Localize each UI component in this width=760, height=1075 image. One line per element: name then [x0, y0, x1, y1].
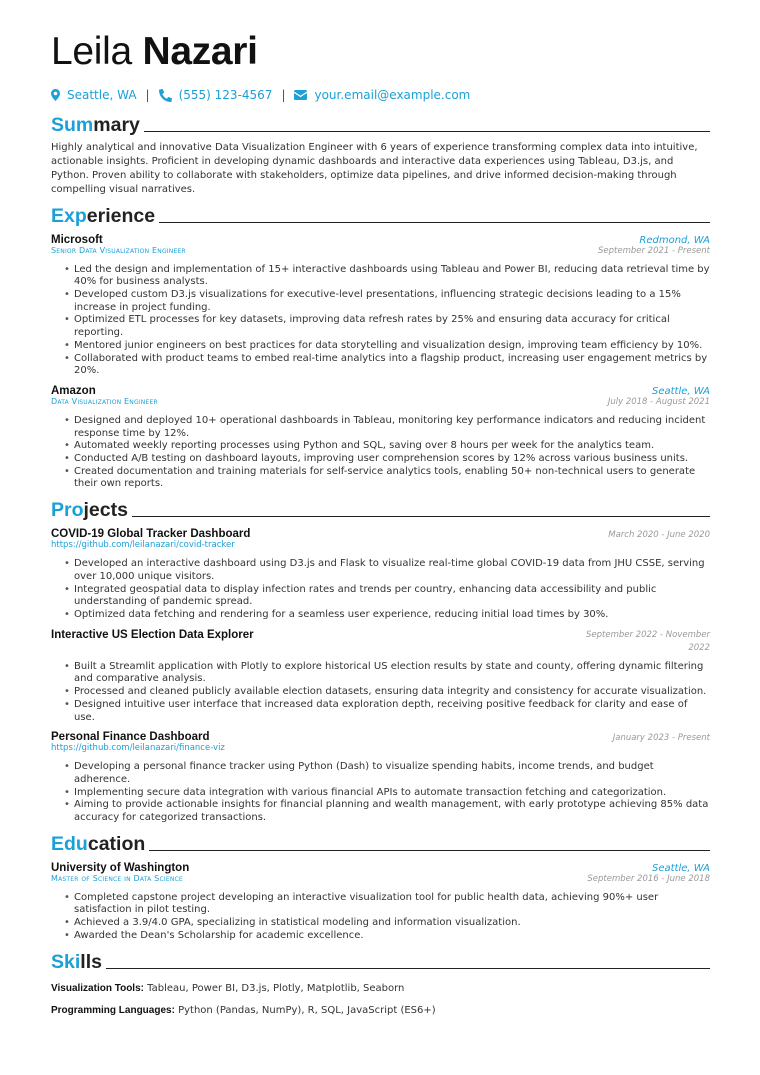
bullet-item: • Awarded the Dean's Scholarship for academic excellence.	[64, 930, 710, 943]
bullet-item: • Completed capstone project developing an interactive visualization tool for public health data, achieving 90%+ user satisfaction in pilot testing.	[64, 892, 710, 917]
email-item[interactable]	[294, 88, 470, 102]
bullet-item: • Developed custom D3.js visualizations for executive-level presentations, influencing strategic decisions leading to a 15% increase in project funding.	[64, 289, 710, 314]
project-name: Personal Finance Dashboard	[51, 731, 210, 744]
phone-text: (555) 123-4567	[178, 88, 273, 102]
skills-heading	[51, 949, 710, 973]
job-bullets	[51, 415, 710, 491]
bullet-item: • Designed and deployed 10+ operational dashboards in Tableau, monitoring key performance indicators and reducing incident response time by 12%.	[64, 415, 710, 440]
candidate-name	[51, 30, 710, 74]
education-heading	[51, 831, 710, 855]
resume-page	[51, 30, 710, 1017]
company-name: Microsoft	[51, 233, 103, 246]
skill-label: Programming Languages:	[51, 1004, 175, 1016]
project-bullets	[51, 661, 710, 725]
bullet-item: • Conducted A/B testing on dashboard layouts, improving user comprehension scores by 12% across various business units.	[64, 453, 710, 466]
map-pin-icon	[51, 89, 60, 101]
project-bullets	[51, 761, 710, 825]
skill-line	[51, 982, 710, 995]
bullet-item: • Created documentation and training materials for self-service analytics tools, enabling 50+ non-technical users to generate their own reports.	[64, 466, 710, 491]
location-text: Seattle, WA	[67, 88, 137, 102]
skill-value: Tableau, Power BI, D3.js, Plotly, Matplotlib, Seaborn	[143, 982, 405, 994]
section-rule	[144, 131, 710, 132]
section-title: Skills	[51, 950, 102, 973]
phone-item[interactable]	[159, 88, 273, 102]
location-item	[51, 88, 137, 102]
job-location: Redmond, WA	[639, 234, 710, 246]
project-entry	[51, 629, 710, 725]
job-dates: July 2018 - August 2021	[607, 396, 710, 407]
job-title: Senior Data Visualization Engineer	[51, 245, 186, 255]
project-dates: September 2022 - November 2022	[585, 629, 710, 653]
job-entry	[51, 234, 710, 378]
section-title: Education	[51, 832, 146, 855]
envelope-icon	[294, 90, 307, 100]
job-bullets	[51, 264, 710, 378]
section-rule	[132, 516, 710, 517]
bullet-item: • Automated weekly reporting processes using Python and SQL, saving over 8 hours per week for the analytics team.	[64, 440, 710, 453]
skill-value: Python (Pandas, NumPy), R, SQL, JavaScript (ES6+)	[174, 1004, 436, 1016]
education-dates: September 2016 - June 2018	[587, 873, 710, 884]
bullet-item: • Mentored junior engineers on best practices for data storytelling and visualization design, improving team efficiency by 10%.	[64, 340, 710, 353]
bullet-item: • Integrated geospatial data to display infection rates and trends per country, enhancing data accessibility and public understanding of pandemic spread.	[64, 584, 710, 609]
bullet-item: • Led the design and implementation of 15+ interactive dashboards using Tableau and Power BI, reducing data retrieval time by 40% for business analysts.	[64, 264, 710, 289]
phone-icon	[159, 89, 172, 102]
job-entry	[51, 385, 710, 491]
project-link[interactable]: https://github.com/leilanazari/finance-viz	[51, 743, 225, 754]
project-name: COVID-19 Global Tracker Dashboard	[51, 528, 251, 541]
bullet-item: • Implementing secure data integration with various financial APIs to automate transaction fetching and categorization.	[64, 787, 710, 800]
skill-line	[51, 1004, 710, 1017]
company-name: Amazon	[51, 384, 96, 397]
project-dates: March 2020 - June 2020	[608, 530, 710, 541]
project-name: Interactive US Election Data Explorer	[51, 628, 254, 641]
bullet-item: • Optimized data fetching and rendering for a seamless user experience, reducing initial load times by 30%.	[64, 609, 710, 622]
section-title: Projects	[51, 499, 128, 522]
email-link: your.email@example.com	[314, 88, 471, 102]
section-rule	[149, 850, 710, 851]
project-dates: January 2023 - Present	[612, 733, 710, 744]
bullet-item: • Developed an interactive dashboard using D3.js and Flask to visualize real-time global COVID-19 data from JHU CSSE, serving over 10,000 unique visitors.	[64, 558, 710, 583]
contact-separator: |	[145, 88, 150, 102]
bullet-item: • Designed intuitive user interface that increased data exploration depth, receiving positive feedback for clarity and ease of use.	[64, 699, 710, 724]
degree-name: Master of Science in Data Science	[51, 873, 183, 883]
job-location: Seattle, WA	[652, 385, 710, 397]
contact-separator: |	[281, 88, 286, 102]
summary-heading	[51, 112, 710, 136]
project-entry	[51, 528, 710, 622]
summary-text: Highly analytical and innovative Data Visualization Engineer with 6 years of experience transforming complex data into intuitive, actionable insights. Proficient in developing dynamic dashboards and interactive data experiences using Tableau, D3.js, and Python. Proven ability to collaborate with stakeholders, optimize data pipelines, and drive informed decision-making through compelling visual narratives.	[51, 142, 698, 195]
education-bullets	[51, 892, 710, 943]
school-name: University of Washington	[51, 861, 190, 874]
school-location: Seattle, WA	[652, 862, 710, 874]
first-name: Leila	[51, 30, 132, 73]
bullet-item: • Built a Streamlit application with Plotly to explore historical US election results by state and county, offering dynamic filtering and comparative analysis.	[64, 661, 710, 686]
job-title: Data Visualization Engineer	[51, 396, 158, 406]
section-rule	[159, 222, 710, 223]
bullet-item: • Processed and cleaned publicly available election datasets, ensuring data integrity and consistency for accurate visualization.	[64, 686, 710, 699]
section-rule	[106, 968, 710, 969]
section-title: Experience	[51, 204, 156, 227]
last-name: Nazari	[142, 30, 258, 73]
experience-heading	[51, 203, 710, 227]
bullet-item: • Collaborated with product teams to embed real-time analytics into a flagship product, increasing user engagement metrics by 20%.	[64, 353, 710, 378]
skill-label: Visualization Tools:	[51, 982, 144, 994]
project-link[interactable]: https://github.com/leilanazari/covid-tracker	[51, 540, 235, 551]
bullet-item: • Aiming to provide actionable insights for financial planning and wealth management, with early prototype achieving 85% data accuracy for categorized transactions.	[64, 799, 710, 824]
bullet-item: • Achieved a 3.9/4.0 GPA, specializing in statistical modeling and information visualization.	[64, 917, 710, 930]
projects-heading	[51, 497, 710, 521]
project-entry	[51, 731, 710, 825]
contact-line	[51, 87, 710, 103]
project-bullets	[51, 558, 710, 622]
job-dates: September 2021 - Present	[597, 245, 710, 256]
bullet-item: • Optimized ETL processes for key datasets, improving data refresh rates by 25% and ensuring data accuracy for critical reporting.	[64, 314, 710, 339]
education-entry	[51, 862, 710, 943]
section-title: Summary	[51, 114, 140, 136]
bullet-item: • Developing a personal finance tracker using Python (Dash) to visualize spending habits, income trends, and budget adherence.	[64, 761, 710, 786]
